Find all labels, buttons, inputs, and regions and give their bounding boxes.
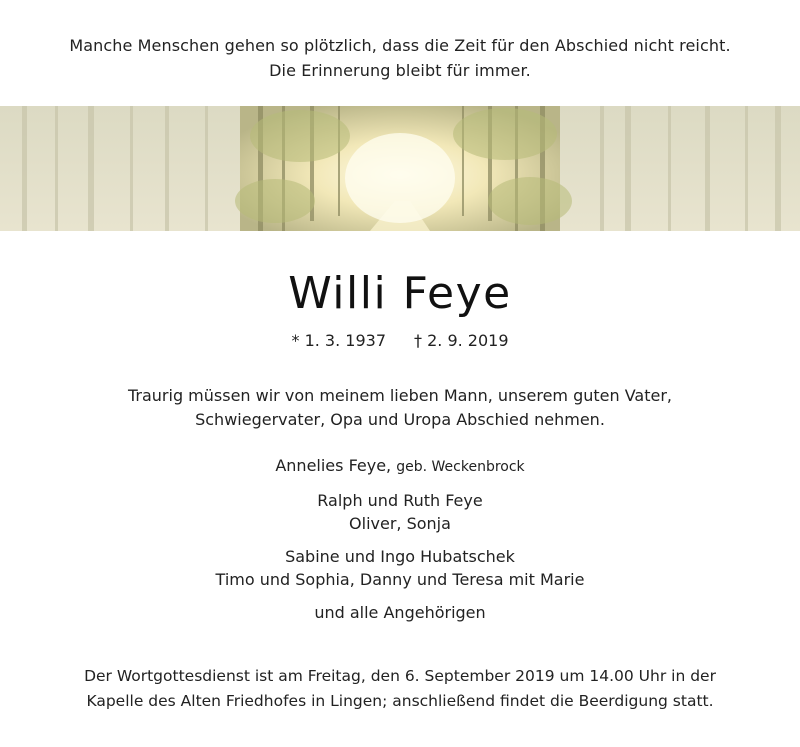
intro-line-2: Schwiegervater, Opa und Uropa Abschied nehmen. xyxy=(195,410,605,429)
spouse xyxy=(0,454,800,479)
spouse-name: Annelies Feye, xyxy=(275,456,392,475)
family-2-line-2: Timo und Sophia, Danny und Teresa mit Marie xyxy=(215,570,585,589)
service-line-2: Kapelle des Alten Friedhofes in Lingen; anschließend findet die Beerdigung statt. xyxy=(86,692,714,710)
birth-date: * 1. 3. 1937 xyxy=(291,331,386,350)
opening-quote xyxy=(0,33,800,83)
quote-line-1: Manche Menschen gehen so plötzlich, dass die Zeit für den Abschied nicht reicht. xyxy=(69,36,731,55)
spouse-maiden-name: geb. Weckenbrock xyxy=(396,459,525,475)
mourners-list xyxy=(0,454,800,624)
family-1-line-1: Ralph und Ruth Feye xyxy=(317,491,483,510)
family-group-2 xyxy=(0,545,800,591)
service-line-1: Der Wortgottesdienst ist am Freitag, den 6. September 2019 um 14.00 Uhr in der xyxy=(84,667,716,685)
forest-path-image xyxy=(0,106,800,231)
service-info xyxy=(0,664,800,714)
family-group-1 xyxy=(0,489,800,535)
life-dates xyxy=(0,330,800,352)
death-date: † 2. 9. 2019 xyxy=(414,331,509,350)
family-1-line-2: Oliver, Sonja xyxy=(349,514,451,533)
intro-text xyxy=(0,384,800,432)
quote-line-2: Die Erinnerung bleibt für immer. xyxy=(269,61,531,80)
intro-line-1: Traurig müssen wir von meinem lieben Mann, unserem guten Vater, xyxy=(127,386,673,405)
deceased-name: Willi Feye xyxy=(288,268,512,319)
family-2-line-1: Sabine und Ingo Hubatschek xyxy=(285,547,515,566)
other-relatives: und alle Angehörigen xyxy=(314,603,486,622)
